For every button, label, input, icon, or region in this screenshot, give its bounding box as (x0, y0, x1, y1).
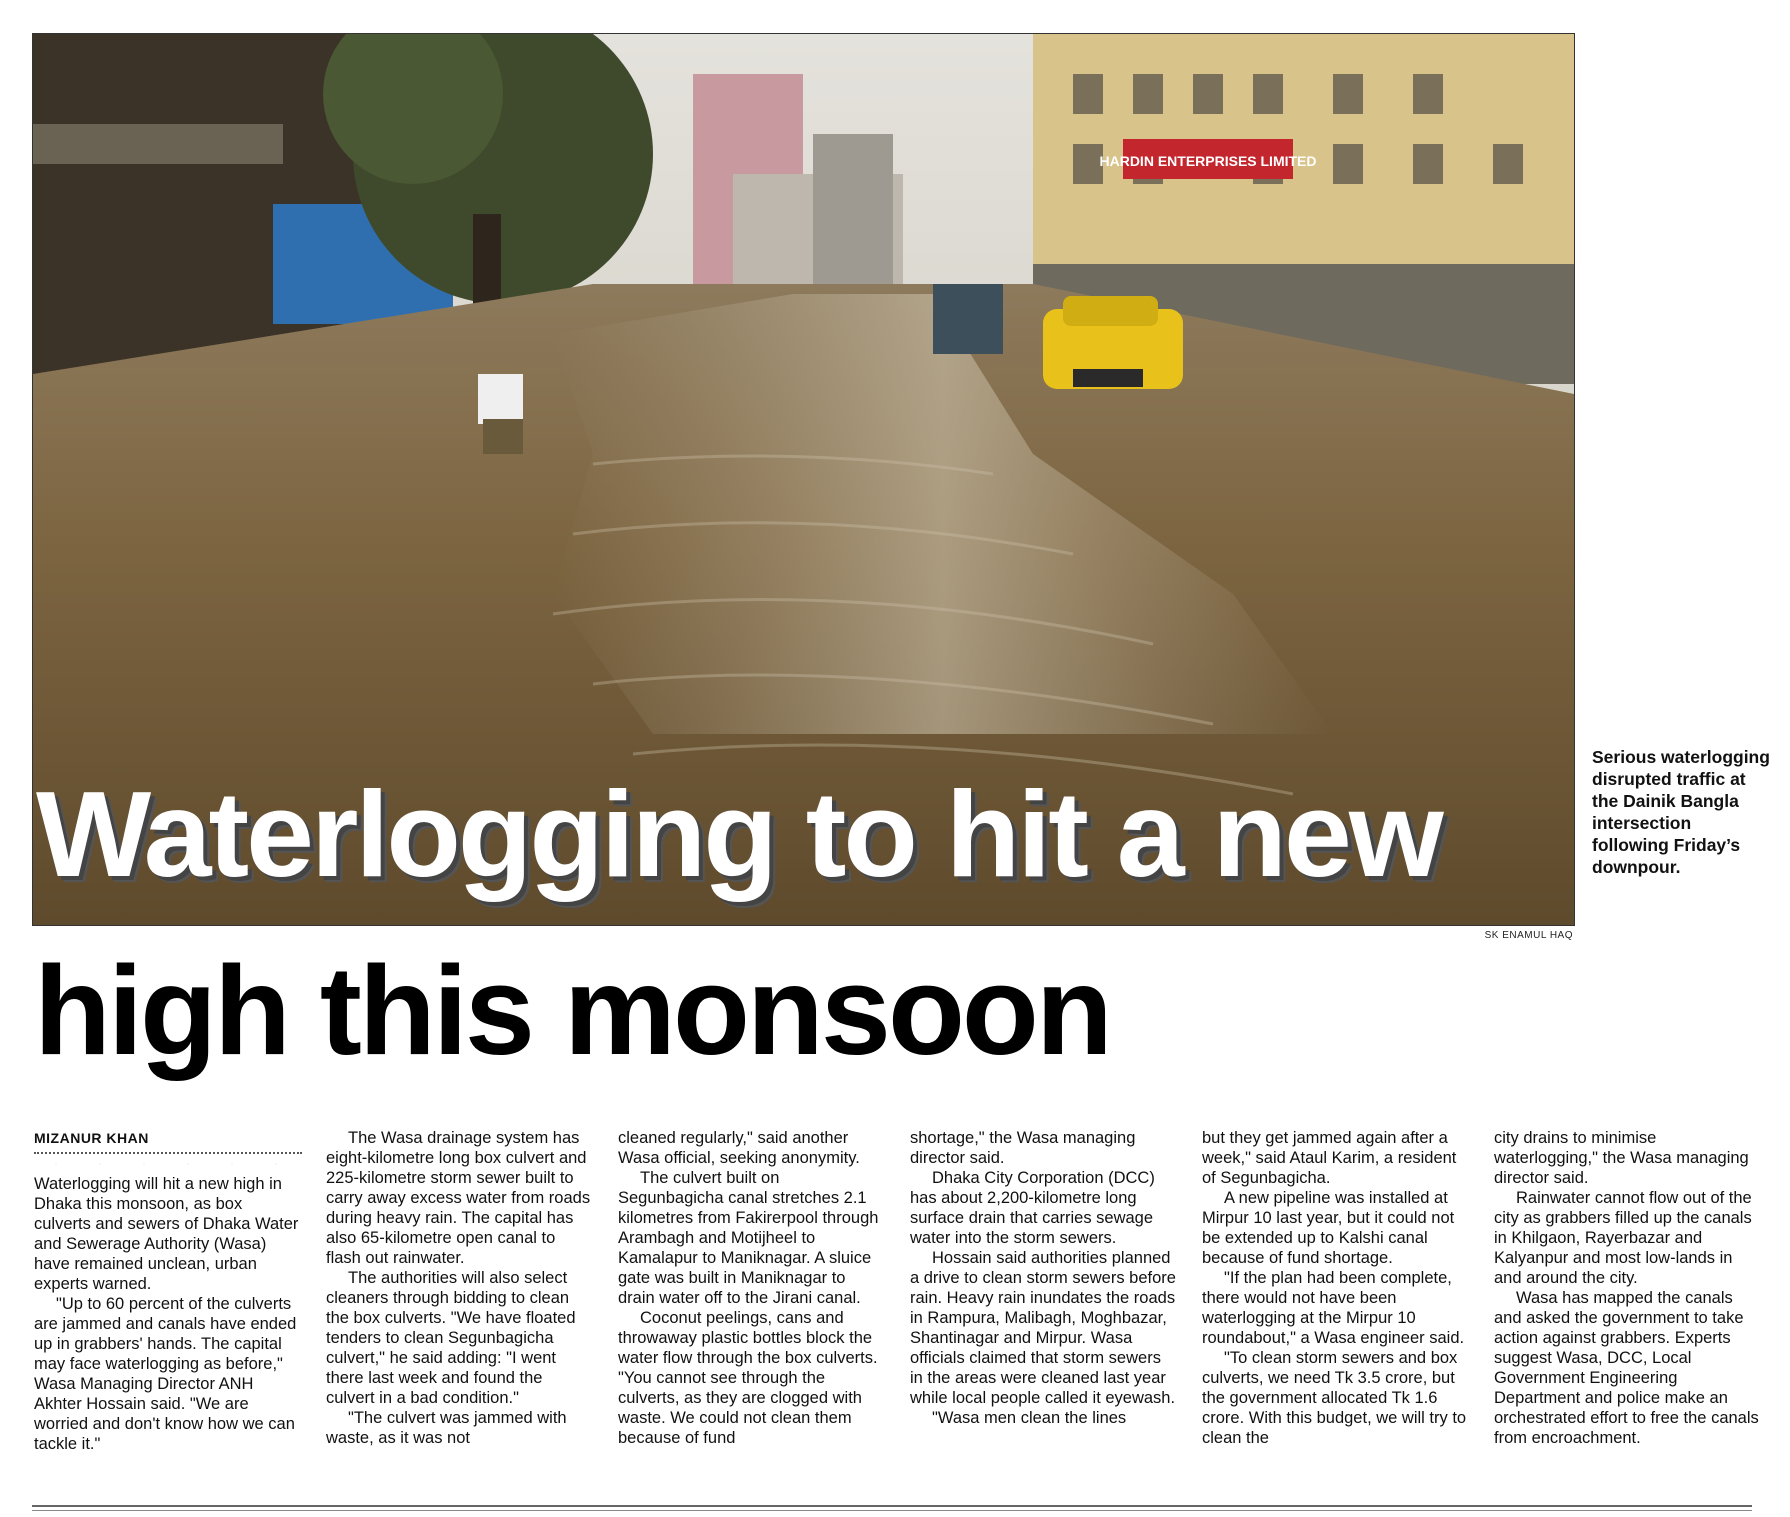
paragraph: Waterlogging will hit a new high in Dhaka this monsoon, as box culverts and sewers of Dhaka Water and Sewerage Authority (Wasa) have remained unclean, urban experts warned. (34, 1175, 299, 1293)
article-body (34, 1128, 1759, 1488)
article-column-6 (1494, 1128, 1762, 1448)
paragraph: but they get jammed again after a week," said Ataul Karim, a resident of Segunbagicha. (1202, 1129, 1457, 1187)
paragraph: cleaned regularly," said another Wasa official, seeking anonymity. (618, 1129, 860, 1167)
paragraph: shortage," the Wasa managing director said. (910, 1129, 1136, 1167)
paragraph: A new pipeline was installed at Mirpur 10 last year, but it could not be extended up to Kalshi canal because of fund shortage. (1202, 1189, 1455, 1267)
paragraph: The Wasa drainage system has eight-kilometre long box culvert and 225-kilometre storm sewer built to carry away excess water from roads during heavy rain. The capital has also 65-kilometre open canal to flash out rainwater. (326, 1129, 591, 1267)
byline-divider (34, 1152, 302, 1170)
paragraph: "If the plan had been complete, there would not have been waterlogging at the Mirpur 10 roundabout," a Wasa engineer said. (1202, 1269, 1465, 1347)
article-column-4 (910, 1128, 1178, 1428)
paragraph: "Wasa men clean the lines (932, 1409, 1127, 1427)
building-sign-text: HARDIN ENTERPRISES LIMITED (1099, 153, 1317, 169)
byline: MIZANUR KHAN (34, 1130, 149, 1146)
paragraph: "To clean storm sewers and box culverts, we need Tk 3.5 crore, but the government allocated Tk 1.6 crore. With this budget, we will try to clean the (1202, 1349, 1467, 1447)
headline-line-2: high this monsoon (34, 940, 1110, 1081)
paragraph: city drains to minimise waterlogging," the Wasa managing director said. (1494, 1129, 1749, 1187)
paragraph: Dhaka City Corporation (DCC) has about 2,200-kilometre long surface drain that carries sewage water into the storm sewers. (910, 1169, 1155, 1247)
photo-caption: Serious waterlogging disrupted traffic at the Dainik Bangla intersection following Friday’s downpour. (1592, 747, 1770, 877)
headline-line-1: Waterlogging to hit a new (36, 766, 1441, 902)
paragraph: The culvert built on Segunbagicha canal stretches 2.1 kilometres from Fakirerpool through Arambagh and Motijheel to Kamalapur to Maniknagar. A sluice gate was built in Maniknagar to drain water off to the Jirani canal. (618, 1169, 879, 1307)
paragraph: The authorities will also select cleaners through bidding to clean the box culverts. "We have floated tenders to clean Segunbagicha culvert," he said adding: "I went there last week and found the culvert in a bad condition." (326, 1269, 576, 1407)
article-column-2 (326, 1128, 594, 1448)
photo-credit: SK ENAMUL HAQ (1484, 930, 1573, 941)
page-bottom-rule (32, 1505, 1752, 1511)
paragraph: "The culvert was jammed with waste, as it was not (326, 1409, 567, 1447)
paragraph: Wasa has mapped the canals and asked the government to take action against grabbers. Experts suggest Wasa, DCC, Local Government Engineering Department and police make an orchestrated effort to free the canals from encroachment. (1494, 1289, 1759, 1447)
paragraph: "Up to 60 percent of the culverts are jammed and canals have ended up in grabbers' hands. The capital may face waterlogging as before," Wasa Managing Director ANH Akhter Hossain said. "We are worried and don't know how we can tackle it." (34, 1295, 297, 1453)
article-column-5 (1202, 1128, 1470, 1448)
paragraph: Coconut peelings, cans and throwaway plastic bottles block the water flow through the box culverts. "You cannot see through the culverts, as they are clogged with waste. We could not clean them because of fund (618, 1309, 878, 1447)
paragraph: Hossain said authorities planned a drive to clean storm sewers before rain. Heavy rain inundates the roads in Rampura, Malibagh, Moghbazar, Shantinagar and Mirpur. Wasa officials claimed that storm sewers in the areas were cleaned last year while local people called it eyewash. (910, 1249, 1176, 1407)
article-column-1 (34, 1128, 302, 1454)
article-column-3 (618, 1128, 886, 1448)
paragraph: Rainwater cannot flow out of the city as grabbers filled up the canals in Khilgaon, Rayerbazar and Kalyanpur and most low-lands in and around the city. (1494, 1189, 1752, 1287)
